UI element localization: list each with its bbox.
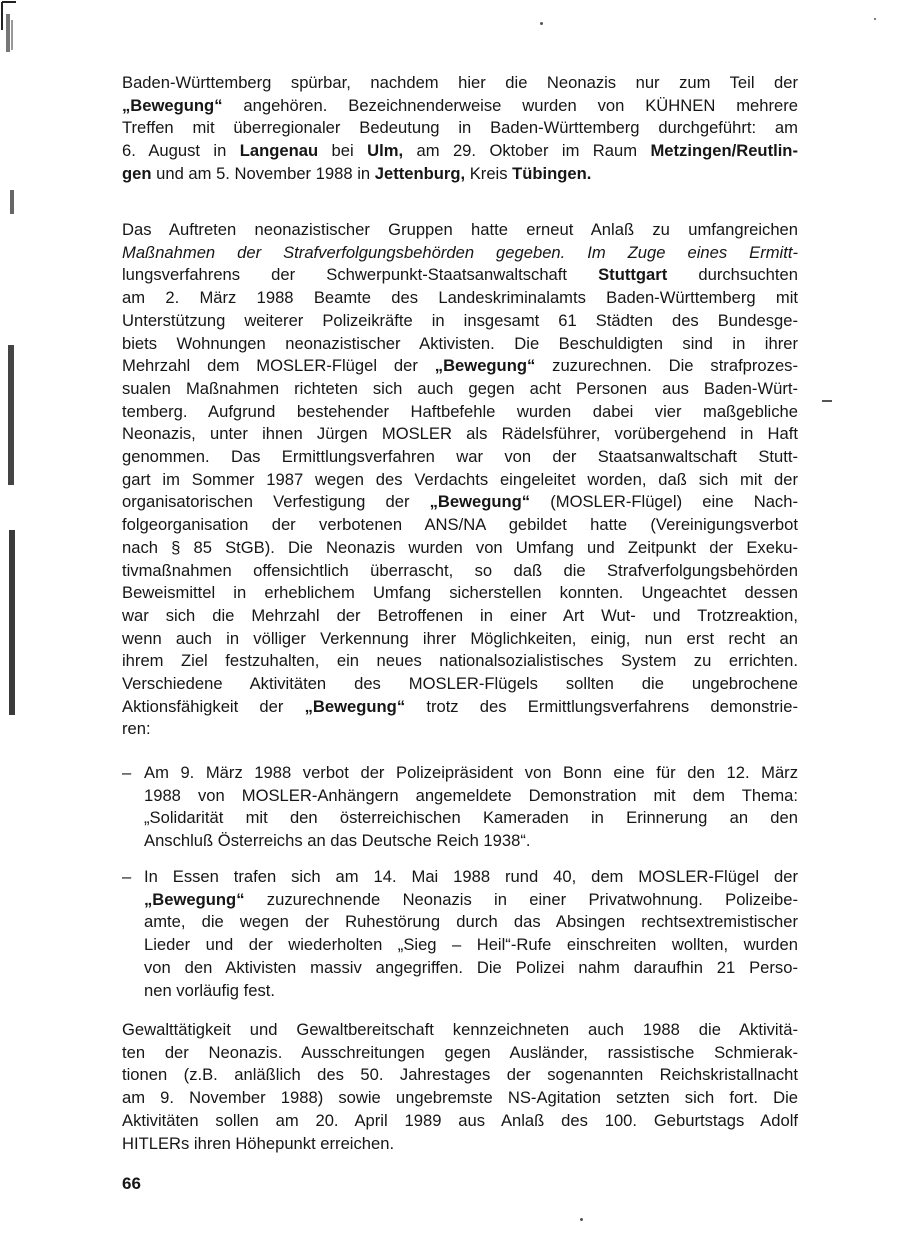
list-dash: – <box>122 867 132 886</box>
text-line: Neonazis, unter ihnen Jürgen MOSLER als Rädelsführer, vorübergehend in Haft <box>122 424 798 444</box>
text-line: wenn auch in völliger Verkennung ihrer Möglichkeiten, einig, nun erst recht an <box>122 628 798 648</box>
text-line: Verschiedene Aktivitäten des MOSLER-Flügels sollten die ungebrochene <box>122 674 798 694</box>
text-line: temberg. Aufgrund bestehender Haftbefehle wurden dabei vier maßgebliche <box>122 401 798 421</box>
scan-speck <box>580 1218 583 1221</box>
text-line: Anschluß Österreichs an das Deutsche Reich 1938“. <box>144 831 531 851</box>
page-number: 66 <box>122 1174 141 1193</box>
list-item-body <box>144 762 798 853</box>
text-line: „Bewegung“ angehören. Bezeichnenderweise wurden von KÜHNEN mehrere <box>122 95 798 115</box>
scan-margin-mark <box>10 190 14 214</box>
text-line: gart im Sommer 1987 wegen des Verdachts eingeleitet worden, daß sich mit der <box>122 469 798 489</box>
text-line: biets Wohnungen neonazistischer Aktivisten. Die Beschuldigten sind in ihrer <box>122 333 798 353</box>
text-line: „Bewegung“ zuzurechnende Neonazis in einer Privatwohnung. Polizeibe- <box>144 889 798 909</box>
text-line: Gewalttätigkeit und Gewaltbereitschaft kennzeichneten auch 1988 die Aktivitä- <box>122 1020 798 1039</box>
text-line: Beweismittel in erheblichem Umfang sicherstellen konnten. Ungeachtet dessen <box>122 583 798 603</box>
text-line: Das Auftreten neonazistischer Gruppen hatte erneut Anlaß zu umfangreichen <box>122 220 798 239</box>
paragraph-1 <box>122 72 798 186</box>
text-line: genommen. Das Ermittlungsverfahren war von der Staatsanwaltschaft Stutt- <box>122 447 798 467</box>
text-line: nen vorläufig fest. <box>144 980 275 1000</box>
text-line: Lieder und der wiederholten „Sieg – Heil“-Rufe einschreiten wollten, wurden <box>144 935 798 955</box>
text-line: gen und am 5. November 1988 in Jettenburg, Kreis Tübingen. <box>122 163 592 183</box>
text-line: sualen Maßnahmen richteten sich auch gegen acht Personen aus Baden-Würt- <box>122 378 798 398</box>
text-line: Aktivitäten sollen am 20. April 1989 aus Anlaß des 100. Geburtstags Adolf <box>122 1110 798 1130</box>
text-line: am 2. März 1988 Beamte des Landeskriminalamts Baden-Württemberg mit <box>122 288 798 308</box>
text-line: HITLERs ihren Höhepunkt erreichen. <box>122 1133 395 1153</box>
text-line: In Essen trafen sich am 14. Mai 1988 rund 40, dem MOSLER-Flügel der <box>144 867 798 886</box>
text-line: Mehrzahl dem MOSLER-Flügel der „Bewegung“ zuzurechnen. Die strafprozes- <box>122 356 799 376</box>
text-line: war sich die Mehrzahl der Betroffenen in einer Art Wut- und Trotzreaktion, <box>122 605 798 625</box>
text-line: am 9. November 1988) sowie ungebremste NS-Agitation setzten sich fort. Die <box>122 1088 798 1108</box>
text-line: nach § 85 StGB). Die Neonazis wurden von Umfang und Zeitpunkt der Exeku- <box>122 537 798 557</box>
text-line: Maßnahmen der Strafverfolgungsbehörden gegeben. Im Zuge eines Ermitt- <box>122 242 798 262</box>
scan-speck <box>822 400 832 402</box>
text-line: 6. August in Langenau bei Ulm, am 29. Oktober im Raum Metzingen/Reutlin- <box>122 141 798 161</box>
text-line: Treffen mit überregionaler Bedeutung in Baden-Württemberg durchgeführt: am <box>122 118 798 138</box>
text-line: Baden-Württemberg spürbar, nachdem hier die Neonazis nur zum Teil der <box>122 73 798 92</box>
text-line: „Solidarität mit den österreichischen Kameraden in Erinnerung an den <box>144 808 798 828</box>
text-line: Am 9. März 1988 verbot der Polizeipräsident von Bonn eine für den 12. März <box>144 763 798 782</box>
paragraph-2 <box>122 219 798 741</box>
text-line: Aktionsfähigkeit der „Bewegung“ trotz des Ermittlungsverfahrens demonstrie- <box>122 696 798 716</box>
text-line: ihrem Ziel festzuhalten, ein neues nationalsozialistisches System zu errichten. <box>122 651 798 671</box>
text-line: tionen (z.B. anläßlich des 50. Jahrestages der sogenannten Reichskristallnacht <box>122 1065 798 1085</box>
scan-margin-mark <box>9 530 15 715</box>
text-line: lungsverfahrens der Schwerpunkt-Staatsanwaltschaft Stuttgart durchsuchten <box>122 265 798 285</box>
text-line: organisatorischen Verfestigung der „Bewegung“ (MOSLER-Flügel) eine Nach- <box>122 492 798 512</box>
scan-margin-mark <box>8 345 14 485</box>
text-line: tivmaßnahmen offensichtlich überrascht, so daß die Strafverfolgungsbehörden <box>122 560 798 580</box>
list-dash: – <box>122 763 132 782</box>
text-line: amte, die wegen der Ruhestörung durch das Absingen rechtsextremistischer <box>144 912 798 932</box>
text-line: Unterstützung weiterer Polizeikräfte in insgesamt 61 Städten des Bundesge- <box>122 310 798 330</box>
text-line: folgeorganisation der verbotenen ANS/NA gebildet hatte (Vereinigungsverbot <box>122 515 798 535</box>
text-line: ren: <box>122 719 151 739</box>
paragraph-3 <box>122 1019 798 1155</box>
text-line: von den Aktivisten massiv angegriffen. Die Polizei nahm daraufhin 21 Perso- <box>144 957 798 977</box>
scan-speck <box>540 22 543 25</box>
text-line: ten der Neonazis. Ausschreitungen gegen Ausländer, rassistische Schmierak- <box>122 1042 798 1062</box>
text-line: 1988 von MOSLER-Anhängern angemeldete Demonstration mit dem Thema: <box>144 785 798 805</box>
scan-speck <box>874 18 876 20</box>
scan-corner-artifact <box>0 0 18 70</box>
list-item-body <box>144 866 798 1002</box>
